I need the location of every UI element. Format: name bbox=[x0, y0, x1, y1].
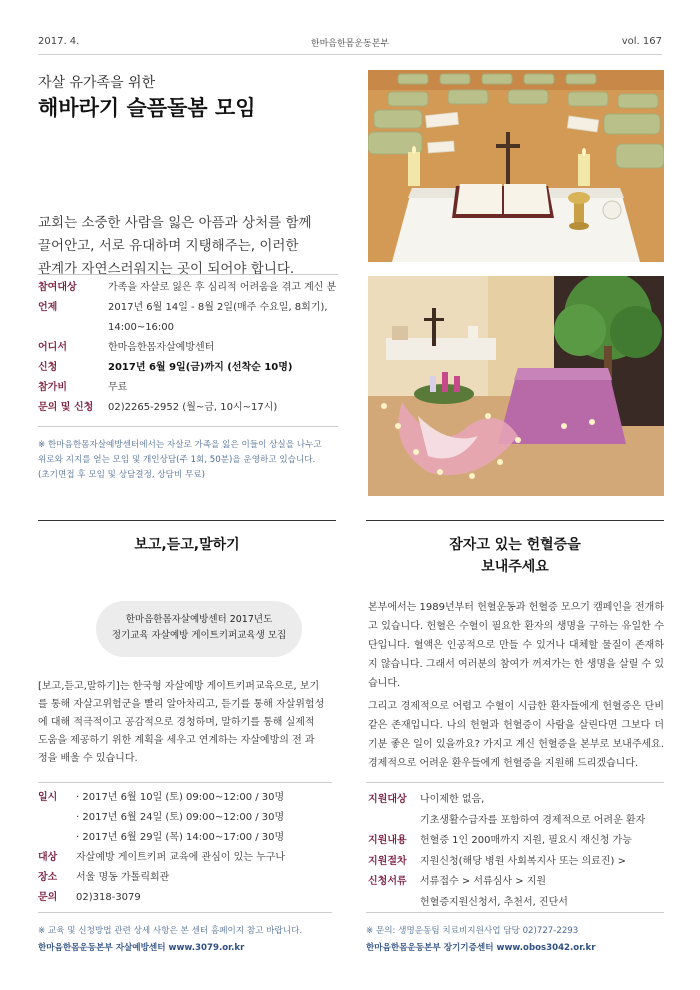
page-header bbox=[38, 36, 662, 50]
info-row bbox=[38, 338, 338, 358]
photo-prayer-room bbox=[368, 70, 664, 262]
schedule-value: 서울 명동 가톨릭회관 bbox=[76, 872, 170, 883]
support-label bbox=[368, 893, 420, 914]
support-value: 나이제한 없음, bbox=[420, 794, 485, 805]
schedule-label: 대상 bbox=[38, 852, 58, 863]
support-value: 기초생활수급자를 포함하여 경제적으로 어려운 환자 bbox=[420, 814, 646, 826]
photo-candle-altar-illustration bbox=[368, 276, 664, 496]
left-body-line: 도움을 제공하기 위한 계획을 세우고 연계하는 자살예방의 전 과 bbox=[38, 735, 315, 746]
schedule-value: · 2017년 6월 10일 (토) 09:00~12:00 / 30명 bbox=[76, 792, 285, 803]
info-divider-top bbox=[38, 274, 338, 275]
support-value: 헌혈증 1인 200매까지 지원, 필요시 재신청 가능 bbox=[420, 835, 632, 846]
left-footer-divider bbox=[38, 912, 332, 913]
schedule-table bbox=[38, 788, 338, 908]
support-row bbox=[368, 831, 668, 852]
support-label: 지원내용 bbox=[368, 835, 407, 846]
support-label: 지원대상 bbox=[368, 794, 407, 805]
left-body-line: 를 통해 자살고위험군을 빨리 알아차리고, 듣기를 통해 자살위험성 bbox=[38, 699, 325, 710]
support-label bbox=[368, 811, 420, 832]
info-value: 한마음한몸자살예방센터 bbox=[108, 342, 215, 353]
info-label bbox=[38, 318, 108, 338]
info-row bbox=[38, 298, 338, 318]
intro-line: 끌어안고, 서로 유대하며 지탱해주는, 이러한 bbox=[38, 238, 299, 254]
center-note bbox=[38, 438, 343, 483]
info-row bbox=[38, 378, 338, 398]
left-body-line: 에 대해 적극적이고 공감적으로 경청하며, 말하기를 통해 실제적 bbox=[38, 717, 315, 728]
schedule-value: 자살예방 게이트키퍼 교육에 관심이 있는 누구나 bbox=[76, 852, 286, 863]
support-row bbox=[368, 811, 668, 832]
support-divider-top bbox=[366, 782, 664, 783]
schedule-row bbox=[38, 888, 338, 908]
intro-text bbox=[38, 212, 338, 281]
schedule-value: · 2017년 6월 24일 (토) 09:00~12:00 / 30명 bbox=[76, 812, 285, 823]
right-title-line: 잠자고 있는 헌혈증을 bbox=[449, 537, 581, 553]
schedule-divider-top bbox=[38, 782, 332, 783]
support-label: 지원절차 bbox=[368, 855, 407, 867]
recruit-line: 정기교육 자살예방 게이트키퍼교육생 모집 bbox=[111, 630, 287, 641]
info-label: 신청 bbox=[38, 362, 58, 373]
info-row bbox=[38, 398, 338, 418]
support-table bbox=[368, 790, 668, 913]
article-title: 해바라기 슬픔돌봄 모임 bbox=[38, 96, 256, 120]
schedule-value: · 2017년 6월 29일 (목) 14:00~17:00 / 30명 bbox=[76, 832, 285, 843]
issue-date: 2017. 4. bbox=[38, 36, 80, 47]
left-body-line: 정을 배울 수 있습니다. bbox=[38, 753, 138, 764]
left-body-text bbox=[38, 678, 334, 768]
info-label: 문의 및 신청 bbox=[38, 402, 94, 413]
support-row bbox=[368, 852, 668, 873]
right-footer-link[interactable]: 한마음한몸운동본부 장기기증센터 www.obos3042.or.kr bbox=[366, 943, 596, 953]
info-label: 어디서 bbox=[38, 342, 67, 353]
info-label: 참여대상 bbox=[38, 282, 77, 293]
intro-line: 관계가 자연스러워지는 곳이 되어야 합니다. bbox=[38, 261, 295, 277]
note-line: 위로와 지지를 얻는 모임 및 개인상담(주 1회, 50분)을 운영하고 있습니다. bbox=[38, 455, 316, 465]
note-line: (초기면접 후 모임 및 상담결정, 상담비 무료) bbox=[38, 470, 205, 480]
support-value: 서류접수 > 서류심사 > 지원 bbox=[420, 876, 547, 887]
left-section-divider bbox=[38, 520, 336, 521]
info-row bbox=[38, 318, 338, 338]
schedule-row bbox=[38, 828, 338, 848]
info-value: 2017년 6월 9일(금)까지 (선착순 10명) bbox=[108, 362, 293, 373]
schedule-row bbox=[38, 868, 338, 888]
left-footer-link[interactable]: 한마음한몸운동본부 자살예방센터 www.3079.or.kr bbox=[38, 943, 245, 953]
right-body-paragraph: 본부에서는 1989년부터 헌혈운동과 헌혈증 모으기 캠페인을 전개하고 있습니다. 헌혈은 수혈이 필요한 환자의 생명을 구하는 유일한 수단입니다. 혈액은 인공적으로 만들 수 있거나 대체할 물질이 존재하지 않습니다. 그래서 여러분의 참여가 꺼져가는 한 생명을 살릴 수 있습니다. bbox=[368, 602, 664, 689]
schedule-label: 장소 bbox=[38, 872, 58, 883]
support-label: 신청서류 bbox=[368, 876, 407, 887]
right-body-paragraph: 그리고 경제적으로 어렵고 수혈이 시급한 환자들에게 헌혈증은 단비 같은 존재입니다. 나의 헌혈과 헌혈증이 사람을 살린다면 그보다 더 기분 좋은 일이 있을까요? 가지고 계신 헌혈증을 본부로 보내주세요. 경제적으로 어려운 환우들에게 헌혈증을 지원해 드리겠습니다. bbox=[368, 701, 664, 769]
recruit-banner bbox=[96, 601, 302, 657]
event-info-table bbox=[38, 278, 338, 418]
article-subtitle: 자살 유가족을 위한 bbox=[38, 75, 156, 91]
note-line: ※ 한마음한몸자살예방센터에서는 자살로 가족을 잃은 이들이 상실을 나누고 bbox=[38, 440, 322, 450]
info-value: 무료 bbox=[108, 382, 128, 393]
support-row bbox=[368, 872, 668, 893]
info-label: 언제 bbox=[38, 302, 58, 313]
info-value: 2017년 6월 14일 - 8월 2일(매주 수요일, 8회기), bbox=[108, 302, 328, 313]
support-row bbox=[368, 893, 668, 914]
info-label: 참가비 bbox=[38, 382, 67, 393]
schedule-row bbox=[38, 848, 338, 868]
schedule-row bbox=[38, 808, 338, 828]
right-section-title bbox=[366, 534, 664, 578]
info-divider-bottom bbox=[38, 426, 338, 427]
right-footer-divider bbox=[366, 912, 664, 913]
photo-candle-altar bbox=[368, 276, 664, 496]
photo-prayer-room-illustration bbox=[368, 70, 664, 262]
schedule-label bbox=[38, 808, 76, 828]
info-row bbox=[38, 278, 338, 298]
schedule-label: 문의 bbox=[38, 892, 58, 903]
volume-number: vol. 167 bbox=[621, 36, 662, 47]
left-footer-note: ※ 교육 및 신청방법 관련 상세 사항은 본 센터 홈페이지 참고 바랍니다. bbox=[38, 926, 303, 936]
schedule-value: 02)318-3079 bbox=[76, 892, 141, 903]
info-row bbox=[38, 358, 338, 378]
schedule-label bbox=[38, 828, 76, 848]
info-value: 가족을 자살로 잃은 후 심리적 어려움을 겪고 계신 분 bbox=[108, 282, 337, 293]
right-body-text bbox=[368, 598, 664, 773]
info-value: 14:00~16:00 bbox=[108, 322, 175, 333]
right-footer-note: ※ 문의: 생명운동팀 치료비지원사업 담당 02)727-2293 bbox=[366, 926, 579, 936]
header-divider bbox=[38, 54, 662, 55]
left-body-line: [보고,듣고,말하기]는 한국형 자살예방 게이트키퍼교육으로, 보기 bbox=[38, 681, 320, 692]
support-value: 헌혈증지원신청서, 추천서, 진단서 bbox=[420, 896, 568, 908]
info-value: 02)2265-2952 (월~금, 10시~17시) bbox=[108, 402, 278, 413]
right-title-line: 보내주세요 bbox=[481, 559, 549, 575]
recruit-line: 한마음한몸자살예방센터 2017년도 bbox=[125, 614, 273, 625]
organization-name: 한마음한몸운동본부 bbox=[310, 39, 390, 49]
support-row bbox=[368, 790, 668, 811]
left-section-title: 보고,듣고,말하기 bbox=[134, 537, 240, 553]
right-section-divider bbox=[366, 520, 664, 521]
schedule-label: 일시 bbox=[38, 792, 58, 803]
schedule-row bbox=[38, 788, 338, 808]
support-value: 지원신청(해당 병원 사회복지사 또는 의료진) > bbox=[420, 855, 626, 867]
intro-line: 교회는 소중한 사람을 잃은 아픔과 상처를 함께 bbox=[38, 215, 312, 231]
